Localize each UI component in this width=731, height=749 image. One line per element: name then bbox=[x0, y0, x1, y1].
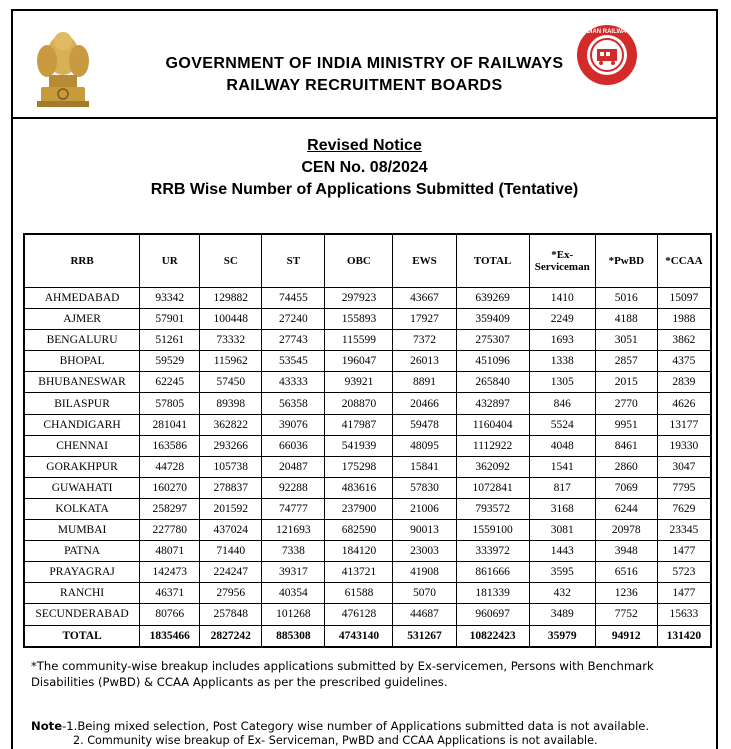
total-value-cell: 885308 bbox=[262, 625, 325, 647]
value-cell: 2860 bbox=[595, 456, 657, 477]
value-cell: 5524 bbox=[529, 414, 595, 435]
footnote: *The community-wise breakup includes applications submitted by Ex-servicemen, Persons with Benchmark Disabilities (PwBD) & CCAA Applicants as per the prescribed guidelines. bbox=[31, 659, 654, 689]
value-cell: 3168 bbox=[529, 498, 595, 519]
value-cell: 73332 bbox=[200, 330, 262, 351]
table-row bbox=[24, 372, 711, 393]
value-cell: 121693 bbox=[262, 520, 325, 541]
value-cell: 175298 bbox=[325, 456, 393, 477]
value-cell: 362092 bbox=[456, 456, 529, 477]
value-cell: 71440 bbox=[200, 541, 262, 562]
value-cell: 1477 bbox=[657, 541, 711, 562]
value-cell: 4626 bbox=[657, 393, 711, 414]
value-cell: 793572 bbox=[456, 498, 529, 519]
value-cell: 8461 bbox=[595, 435, 657, 456]
notice-subtitle: RRB Wise Number of Applications Submitted (Tentative) bbox=[150, 181, 579, 198]
value-cell: 90013 bbox=[393, 520, 456, 541]
value-cell: 59478 bbox=[393, 414, 456, 435]
value-cell: 9951 bbox=[595, 414, 657, 435]
value-cell: 26013 bbox=[393, 351, 456, 372]
note-2: 2. Community wise breakup of Ex- Serviceman, PwBD and CCAA Applications is not available. bbox=[73, 734, 598, 747]
col-pwbd: *PwBD bbox=[595, 234, 657, 288]
note-1-text: -1.Being mixed selection, Post Category wise number of Applications submitted data is not available. bbox=[62, 719, 650, 733]
table-header-row bbox=[24, 234, 711, 288]
value-cell: 3948 bbox=[595, 541, 657, 562]
value-cell: 46371 bbox=[140, 583, 200, 604]
value-cell: 53545 bbox=[262, 351, 325, 372]
value-cell: 281041 bbox=[140, 414, 200, 435]
col-ccaa: *CCAA bbox=[657, 234, 711, 288]
value-cell: 333972 bbox=[456, 541, 529, 562]
logo-text: INDIAN RAILWAYS bbox=[580, 29, 634, 35]
value-cell: 817 bbox=[529, 477, 595, 498]
value-cell: 293266 bbox=[200, 435, 262, 456]
rrb-name-cell: AJMER bbox=[24, 309, 140, 330]
applications-table bbox=[23, 233, 712, 648]
value-cell: 101268 bbox=[262, 604, 325, 625]
value-cell: 15633 bbox=[657, 604, 711, 625]
col-ex-serviceman: *Ex-Serviceman bbox=[529, 234, 595, 288]
value-cell: 224247 bbox=[200, 562, 262, 583]
total-value-cell: 4743140 bbox=[325, 625, 393, 647]
value-cell: 960697 bbox=[456, 604, 529, 625]
value-cell: 1305 bbox=[529, 372, 595, 393]
cen-number: CEN No. 08/2024 bbox=[301, 159, 428, 176]
table-row bbox=[24, 435, 711, 456]
value-cell: 1541 bbox=[529, 456, 595, 477]
rrb-name-cell: GORAKHPUR bbox=[24, 456, 140, 477]
value-cell: 160270 bbox=[140, 477, 200, 498]
value-cell: 4048 bbox=[529, 435, 595, 456]
total-value-cell: 10822423 bbox=[456, 625, 529, 647]
table-row bbox=[24, 583, 711, 604]
value-cell: 1160404 bbox=[456, 414, 529, 435]
note-1 bbox=[31, 718, 721, 734]
value-cell: 19330 bbox=[657, 435, 711, 456]
value-cell: 93921 bbox=[325, 372, 393, 393]
value-cell: 20466 bbox=[393, 393, 456, 414]
value-cell: 1410 bbox=[529, 288, 595, 309]
table-row bbox=[24, 477, 711, 498]
value-cell: 5016 bbox=[595, 288, 657, 309]
value-cell: 17927 bbox=[393, 309, 456, 330]
value-cell: 7372 bbox=[393, 330, 456, 351]
value-cell: 2249 bbox=[529, 309, 595, 330]
value-cell: 27743 bbox=[262, 330, 325, 351]
value-cell: 21006 bbox=[393, 498, 456, 519]
value-cell: 227780 bbox=[140, 520, 200, 541]
value-cell: 163586 bbox=[140, 435, 200, 456]
value-cell: 7629 bbox=[657, 498, 711, 519]
total-label-cell: TOTAL bbox=[24, 625, 140, 647]
value-cell: 51261 bbox=[140, 330, 200, 351]
table-row bbox=[24, 456, 711, 477]
value-cell: 66036 bbox=[262, 435, 325, 456]
value-cell: 39076 bbox=[262, 414, 325, 435]
value-cell: 1338 bbox=[529, 351, 595, 372]
value-cell: 437024 bbox=[200, 520, 262, 541]
value-cell: 80766 bbox=[140, 604, 200, 625]
rrb-name-cell: CHENNAI bbox=[24, 435, 140, 456]
value-cell: 2015 bbox=[595, 372, 657, 393]
total-value-cell: 94912 bbox=[595, 625, 657, 647]
value-cell: 20487 bbox=[262, 456, 325, 477]
value-cell: 3081 bbox=[529, 520, 595, 541]
value-cell: 1559100 bbox=[456, 520, 529, 541]
value-cell: 297923 bbox=[325, 288, 393, 309]
value-cell: 483616 bbox=[325, 477, 393, 498]
value-cell: 23003 bbox=[393, 541, 456, 562]
value-cell: 1477 bbox=[657, 583, 711, 604]
rrb-name-cell: SECUNDERABAD bbox=[24, 604, 140, 625]
value-cell: 27240 bbox=[262, 309, 325, 330]
value-cell: 1112922 bbox=[456, 435, 529, 456]
value-cell: 362822 bbox=[200, 414, 262, 435]
value-cell: 417987 bbox=[325, 414, 393, 435]
value-cell: 257848 bbox=[200, 604, 262, 625]
value-cell: 846 bbox=[529, 393, 595, 414]
value-cell: 62245 bbox=[140, 372, 200, 393]
rrb-name-cell: MUMBAI bbox=[24, 520, 140, 541]
value-cell: 7795 bbox=[657, 477, 711, 498]
value-cell: 1072841 bbox=[456, 477, 529, 498]
value-cell: 155893 bbox=[325, 309, 393, 330]
table-row bbox=[24, 351, 711, 372]
value-cell: 237900 bbox=[325, 498, 393, 519]
value-cell: 15097 bbox=[657, 288, 711, 309]
indian-railways-logo-icon bbox=[575, 23, 639, 87]
value-cell: 432 bbox=[529, 583, 595, 604]
total-value-cell: 2827242 bbox=[200, 625, 262, 647]
value-cell: 7338 bbox=[262, 541, 325, 562]
value-cell: 20978 bbox=[595, 520, 657, 541]
total-value-cell: 1835466 bbox=[140, 625, 200, 647]
value-cell: 61588 bbox=[325, 583, 393, 604]
value-cell: 15841 bbox=[393, 456, 456, 477]
value-cell: 59529 bbox=[140, 351, 200, 372]
table-row bbox=[24, 330, 711, 351]
value-cell: 413721 bbox=[325, 562, 393, 583]
total-value-cell: 131420 bbox=[657, 625, 711, 647]
col-st: ST bbox=[262, 234, 325, 288]
rrb-name-cell: PRAYAGRAJ bbox=[24, 562, 140, 583]
col-total: TOTAL bbox=[456, 234, 529, 288]
value-cell: 861666 bbox=[456, 562, 529, 583]
value-cell: 43667 bbox=[393, 288, 456, 309]
value-cell: 27956 bbox=[200, 583, 262, 604]
table-row bbox=[24, 309, 711, 330]
value-cell: 57450 bbox=[200, 372, 262, 393]
value-cell: 92288 bbox=[262, 477, 325, 498]
value-cell: 23345 bbox=[657, 520, 711, 541]
value-cell: 208870 bbox=[325, 393, 393, 414]
value-cell: 3051 bbox=[595, 330, 657, 351]
rrb-name-cell: AHMEDABAD bbox=[24, 288, 140, 309]
table-row bbox=[24, 541, 711, 562]
value-cell: 451096 bbox=[456, 351, 529, 372]
value-cell: 258297 bbox=[140, 498, 200, 519]
value-cell: 44728 bbox=[140, 456, 200, 477]
header-line-2: RAILWAY RECRUITMENT BOARDS bbox=[226, 77, 503, 94]
notice-titles bbox=[13, 135, 716, 201]
value-cell: 6244 bbox=[595, 498, 657, 519]
value-cell: 1443 bbox=[529, 541, 595, 562]
value-cell: 3595 bbox=[529, 562, 595, 583]
value-cell: 57805 bbox=[140, 393, 200, 414]
value-cell: 7752 bbox=[595, 604, 657, 625]
total-row bbox=[24, 625, 711, 647]
note-label: Note bbox=[31, 719, 63, 733]
value-cell: 115599 bbox=[325, 330, 393, 351]
value-cell: 639269 bbox=[456, 288, 529, 309]
value-cell: 3862 bbox=[657, 330, 711, 351]
value-cell: 682590 bbox=[325, 520, 393, 541]
table-row bbox=[24, 520, 711, 541]
value-cell: 3047 bbox=[657, 456, 711, 477]
value-cell: 74777 bbox=[262, 498, 325, 519]
value-cell: 89398 bbox=[200, 393, 262, 414]
col-sc: SC bbox=[200, 234, 262, 288]
value-cell: 6516 bbox=[595, 562, 657, 583]
total-value-cell: 35979 bbox=[529, 625, 595, 647]
value-cell: 2770 bbox=[595, 393, 657, 414]
value-cell: 56358 bbox=[262, 393, 325, 414]
value-cell: 43333 bbox=[262, 372, 325, 393]
rrb-name-cell: CHANDIGARH bbox=[24, 414, 140, 435]
document-frame bbox=[11, 9, 718, 749]
value-cell: 1988 bbox=[657, 309, 711, 330]
value-cell: 4375 bbox=[657, 351, 711, 372]
value-cell: 57830 bbox=[393, 477, 456, 498]
col-rrb: RRB bbox=[24, 234, 140, 288]
value-cell: 100448 bbox=[200, 309, 262, 330]
value-cell: 278837 bbox=[200, 477, 262, 498]
value-cell: 3489 bbox=[529, 604, 595, 625]
value-cell: 432897 bbox=[456, 393, 529, 414]
value-cell: 5723 bbox=[657, 562, 711, 583]
total-value-cell: 531267 bbox=[393, 625, 456, 647]
value-cell: 74455 bbox=[262, 288, 325, 309]
table-row bbox=[24, 562, 711, 583]
value-cell: 2839 bbox=[657, 372, 711, 393]
rrb-name-cell: BHUBANESWAR bbox=[24, 372, 140, 393]
notice-title: Revised Notice bbox=[307, 137, 422, 154]
value-cell: 196047 bbox=[325, 351, 393, 372]
value-cell: 7069 bbox=[595, 477, 657, 498]
value-cell: 181339 bbox=[456, 583, 529, 604]
value-cell: 201592 bbox=[200, 498, 262, 519]
value-cell: 1236 bbox=[595, 583, 657, 604]
value-cell: 184120 bbox=[325, 541, 393, 562]
value-cell: 93342 bbox=[140, 288, 200, 309]
value-cell: 105738 bbox=[200, 456, 262, 477]
value-cell: 4188 bbox=[595, 309, 657, 330]
table-row bbox=[24, 393, 711, 414]
header-line-1: GOVERNMENT OF INDIA MINISTRY OF RAILWAYS bbox=[165, 55, 564, 72]
col-ur: UR bbox=[140, 234, 200, 288]
rrb-name-cell: PATNA bbox=[24, 541, 140, 562]
value-cell: 2857 bbox=[595, 351, 657, 372]
value-cell: 8891 bbox=[393, 372, 456, 393]
rrb-name-cell: BILASPUR bbox=[24, 393, 140, 414]
col-ews: EWS bbox=[393, 234, 456, 288]
value-cell: 265840 bbox=[456, 372, 529, 393]
value-cell: 359409 bbox=[456, 309, 529, 330]
value-cell: 1693 bbox=[529, 330, 595, 351]
table-row bbox=[24, 498, 711, 519]
value-cell: 5070 bbox=[393, 583, 456, 604]
value-cell: 41908 bbox=[393, 562, 456, 583]
value-cell: 44687 bbox=[393, 604, 456, 625]
value-cell: 115962 bbox=[200, 351, 262, 372]
table-row bbox=[24, 414, 711, 435]
value-cell: 57901 bbox=[140, 309, 200, 330]
value-cell: 129882 bbox=[200, 288, 262, 309]
rrb-name-cell: KOLKATA bbox=[24, 498, 140, 519]
rrb-name-cell: RANCHI bbox=[24, 583, 140, 604]
table-row bbox=[24, 604, 711, 625]
rrb-name-cell: GUWAHATI bbox=[24, 477, 140, 498]
col-obc: OBC bbox=[325, 234, 393, 288]
value-cell: 48095 bbox=[393, 435, 456, 456]
value-cell: 40354 bbox=[262, 583, 325, 604]
value-cell: 48071 bbox=[140, 541, 200, 562]
value-cell: 39317 bbox=[262, 562, 325, 583]
rrb-name-cell: BENGALURU bbox=[24, 330, 140, 351]
table-row bbox=[24, 288, 711, 309]
value-cell: 13177 bbox=[657, 414, 711, 435]
value-cell: 142473 bbox=[140, 562, 200, 583]
value-cell: 476128 bbox=[325, 604, 393, 625]
rrb-name-cell: BHOPAL bbox=[24, 351, 140, 372]
header bbox=[13, 11, 716, 119]
value-cell: 541939 bbox=[325, 435, 393, 456]
value-cell: 275307 bbox=[456, 330, 529, 351]
